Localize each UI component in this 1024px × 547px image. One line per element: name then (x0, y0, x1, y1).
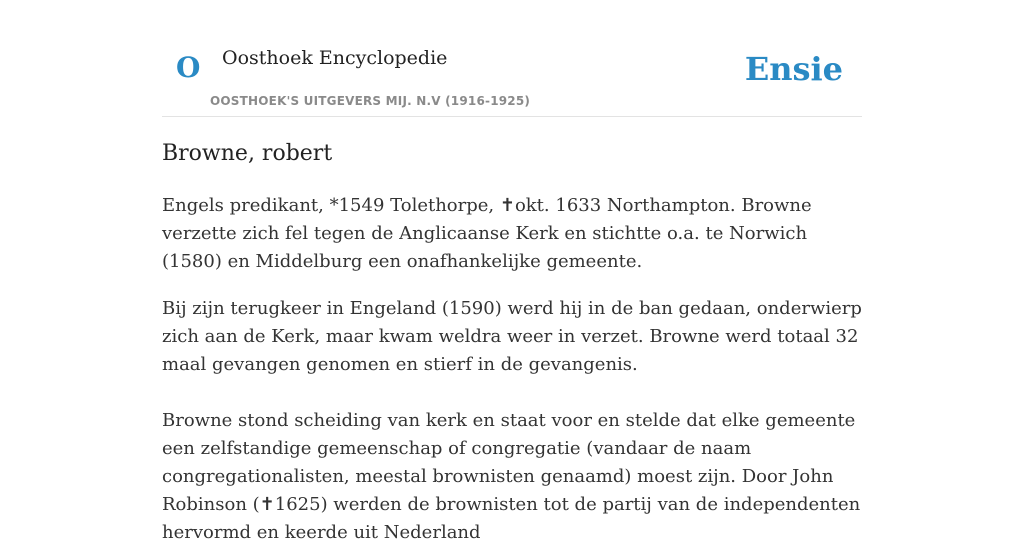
entry-paragraph: Engels predikant, *1549 Tolethorpe, ✝okt. 1633 Northampton. Browne verzette zich fel tegen de Anglicaanse Kerk en stichtte o.a. te Norwich (1580) en Middelburg een onafhankelijke gemeente. (162, 195, 812, 272)
ensie-logo-link[interactable]: Ensie (744, 50, 843, 88)
entry-title: Browne, robert (162, 141, 333, 166)
page-content (162, 0, 862, 543)
source-header (162, 0, 862, 117)
source-title[interactable]: Oosthoek Encyclopedie (222, 47, 448, 69)
source-subtitle: OOSTHOEK'S UITGEVERS MIJ. N.V (1916-1925) (210, 94, 531, 108)
entry-paragraph: Bij zijn terugkeer in Engeland (1590) werd hij in de ban gedaan, onderwierp zich aan de Kerk, maar kwam weldra weer in verzet. Browne werd totaal 32 maal gevangen genomen en stierf in de gevangenis. (162, 298, 862, 375)
entry-paragraph: Browne stond scheiding van kerk en staat voor en stelde dat elke gemeente een zelfstandige gemeenschap of congregatie (vandaar de naam congregationalisten, meestal brownisten genaamd) moest zijn. Door John Robinson (✝1625) werden de brownisten tot de partij van de independenten hervormd en keerde uit Nederland (162, 410, 861, 543)
source-logo-letter[interactable]: O (176, 51, 201, 84)
